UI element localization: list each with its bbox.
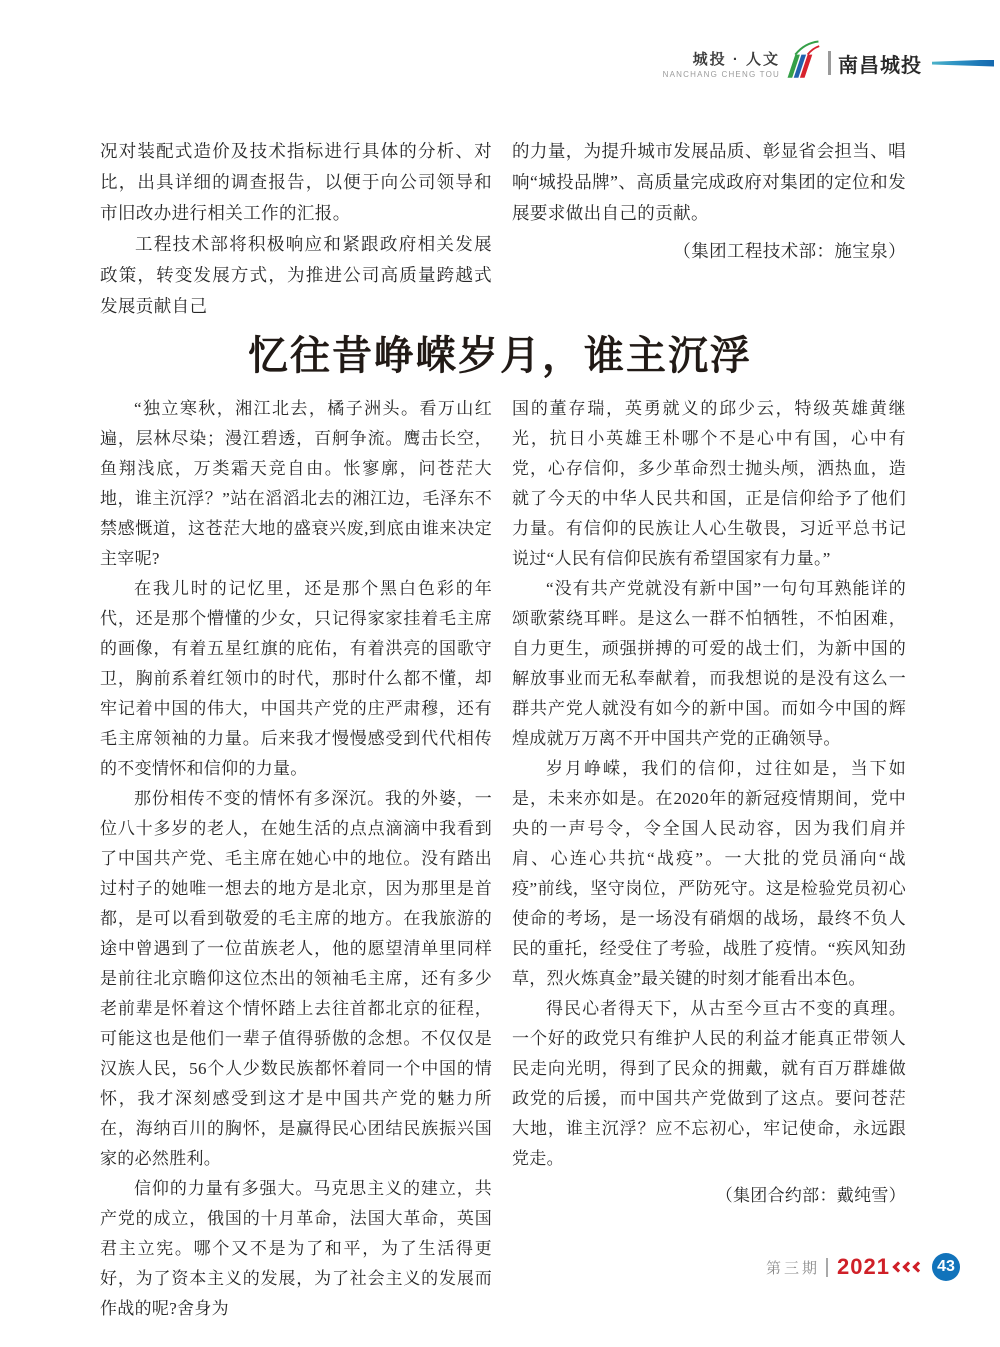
- masthead: [663, 48, 780, 79]
- year-label: 2021: [837, 1254, 890, 1279]
- issue-label: 第三期: [766, 1259, 821, 1277]
- article-paragraph: 在我儿时的记忆里，还是那个黑白色彩的年代，还是那个懵懂的少女，只记得家家挂着毛主席的画像，有着五星红旗的庇佑，有着洪亮的国歌守卫，胸前系着红领巾的时代，那时什么都不懂，却牢记着中国的伟大，中国共产党的庄严肃穆，还有毛主席领袖的力量。后来我才慢慢感受到代代相传的不变情怀和信仰的力量。: [100, 579, 492, 778]
- chevron-left-icon: [912, 1261, 923, 1272]
- article-paragraph: “没有共产党就没有新中国”一句句耳熟能详的颂歌萦绕耳畔。是这么一群不怕牺牲，不怕困难，自力更生，顽强拼搏的可爱的战士们，为新中国的解放事业而无私奉献着，而我想说的是没有这么一群共产党人就没有如今的新中国。而如今中国的辉煌成就万万离不开中国共产党的正确领导。: [512, 579, 906, 748]
- masthead-en-label: NANCHANG CHENG TOU: [662, 69, 780, 79]
- article-paragraph: 信仰的力量有多强大。马克思主义的建立，共产党的成立，俄国的十月革命，法国大革命，英国君主立宪。哪个又不是为了和平，为了生活得更好，为了资本主义的发展，为了社会主义的发展而作战的呢?舍身为: [100, 1179, 492, 1318]
- intro-byline: （集团工程技术部：施宝泉）: [673, 241, 906, 261]
- article-paragraph: 那份相传不变的情怀有多深沉。我的外婆，一位八十多岁的老人，在她生活的点点滴滴中我看到了中国共产党、毛主席在她心中的地位。没有踏出过村子的她唯一想去的地方是北京，因为那里是首都，是可以看到敬爱的毛主席的地方。在我旅游的途中曾遇到了一位苗族老人，他的愿望清单里同样是前往北京瞻仰这位杰出的领袖毛主席，还有多少老前辈是怀着这个情怀踏上去往首都北京的征程，可能这也是他们一辈子值得骄傲的念想。不仅仅是汉族人民，56个人少数民族都怀着同一个中国的情怀，我才深刻感受到这才是中国共产党的魅力所在，海纳百川的胸怀，是赢得民心团结民族振兴国家的必然胜利。: [100, 789, 492, 1168]
- article-paragraph: 岁月峥嵘，我们的信仰，过往如是，当下如是，未来亦如是。在2020年的新冠疫情期间，党中央的一声号令，令全国人民动容，因为我们肩并肩、心连心共抗“战疫”。一大批的党员涌向“战疫”前线，坚守岗位，严防死守。这是检验党员初心使命的考场，是一场没有硝烟的战场，最终不负人民的重托，经受住了考验，战胜了疫情。“疾风知劲草，烈火炼真金”最关键的时刻才能看出本色。: [512, 759, 906, 988]
- article-paragraph: “独立寒秋，湘江北去，橘子洲头。看万山红遍，层林尽染；漫江碧透，百舸争流。鹰击长空，鱼翔浅底，万类霜天竞自由。怅寥廓，问苍茫大地，谁主沉浮？”站在滔滔北去的湘江边，毛泽东不禁感慨道，这苍茫大地的盛衰兴废,到底由谁来决定主宰呢?: [100, 399, 492, 568]
- chevrons-icon: [894, 1263, 924, 1271]
- intro-paragraph: 的力量，为提升城市发展品质、彰显省会担当、唱响“城投品牌”、高质量完成政府对集团的定位和发展要求做出自己的贡献。: [512, 141, 906, 223]
- article-paragraph: 国的董存瑞，英勇就义的邱少云，特级英雄黄继光，抗日小英雄王朴哪个不是心中有国，心中有党，心存信仰，多少革命烈士抛头颅，洒热血，造就了今天的中华人民共和国，正是信仰给予了他们力量。有信仰的民族让人心生敬畏，习近平总书记说过“人民有信仰民族有希望国家有力量。”: [512, 399, 906, 568]
- page-header: [0, 44, 1000, 82]
- article-paragraph: 得民心者得天下，从古至今亘古不变的真理。一个好的政党只有维护人民的利益才能真正带领人民走向光明，得到了民众的拥戴，就有百万群雄做政党的后援，而中国共产党做到了这点。要问苍茫大地，谁主沉浮？应不忘初心，牢记使命，永远跟党走。: [512, 999, 906, 1168]
- footer-divider: [826, 1258, 828, 1277]
- chengtou-logo-icon: [786, 38, 820, 82]
- intro-paragraph: 工程技术部将积极响应和紧跟政府相关发展政策，转变发展方式，为推进公司高质量跨越式发展贡献自己: [100, 234, 492, 316]
- header-accent-bar: [932, 60, 994, 67]
- article-title: 忆往昔峥嵘岁月，谁主沉浮: [248, 334, 752, 378]
- intro-paragraph: 况对装配式造价及技术指标进行具体的分析、对比，出具详细的调查报告，以便于向公司领导和市旧改办进行相关工作的汇报。: [100, 141, 492, 223]
- article-left-column: [100, 394, 492, 1324]
- page-footer: [766, 1252, 960, 1282]
- intro-right-column: [512, 136, 906, 267]
- page-number-badge: 43: [932, 1253, 960, 1281]
- article-right-column: [512, 394, 906, 1211]
- header-divider: [828, 51, 831, 75]
- masthead-cn-label: 城投 · 人文: [692, 50, 780, 68]
- brand-title: 南昌城投: [838, 54, 922, 77]
- intro-left-column: [100, 136, 492, 322]
- article-byline: （集团合约部：戴纯雪）: [715, 1186, 906, 1205]
